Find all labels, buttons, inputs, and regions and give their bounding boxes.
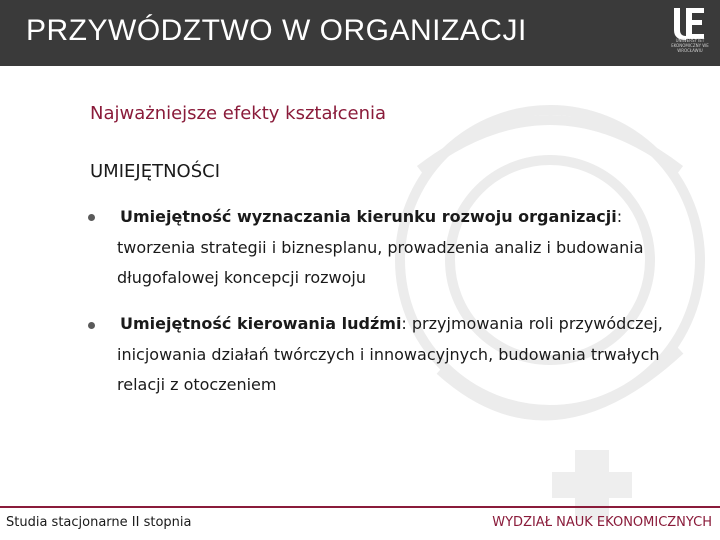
list-item <box>117 309 697 401</box>
footer-faculty: WYDZIAŁ NAUK EKONOMICZNYCH <box>492 515 712 530</box>
university-logo-text: UNIWERSYTET EKONOMICZNY WE WROCŁAWIU <box>671 38 709 53</box>
background-watermark-icon <box>380 90 720 520</box>
footer-study-mode: Studia stacjonarne II stopnia <box>6 515 192 530</box>
footer-divider <box>0 506 720 508</box>
list-item-bold: Umiejętność kierowania ludźmi <box>120 314 402 333</box>
section-title: UMIEJĘTNOŚCI <box>90 161 220 182</box>
university-logo-icon <box>664 4 716 64</box>
slide-header <box>0 0 720 66</box>
list-item <box>117 202 697 294</box>
slide-title: PRZYWÓDZTWO W ORGANIZACJI <box>26 14 527 47</box>
bullet-icon <box>88 322 95 329</box>
bullet-icon <box>88 214 95 221</box>
list-item-bold: Umiejętność wyznaczania kierunku rozwoju organizacji <box>120 207 617 226</box>
list-item-text: : przyjmowania roli przywódczej, inicjowania działań twórczych i innowacyjnych, budowania trwałych relacji z otoczeniem <box>117 314 663 394</box>
slide-subtitle: Najważniejsze efekty kształcenia <box>90 103 387 124</box>
list-item-text: : tworzenia strategii i biznesplanu, prowadzenia analiz i budowania długofalowej koncepcji rozwoju <box>117 207 644 287</box>
